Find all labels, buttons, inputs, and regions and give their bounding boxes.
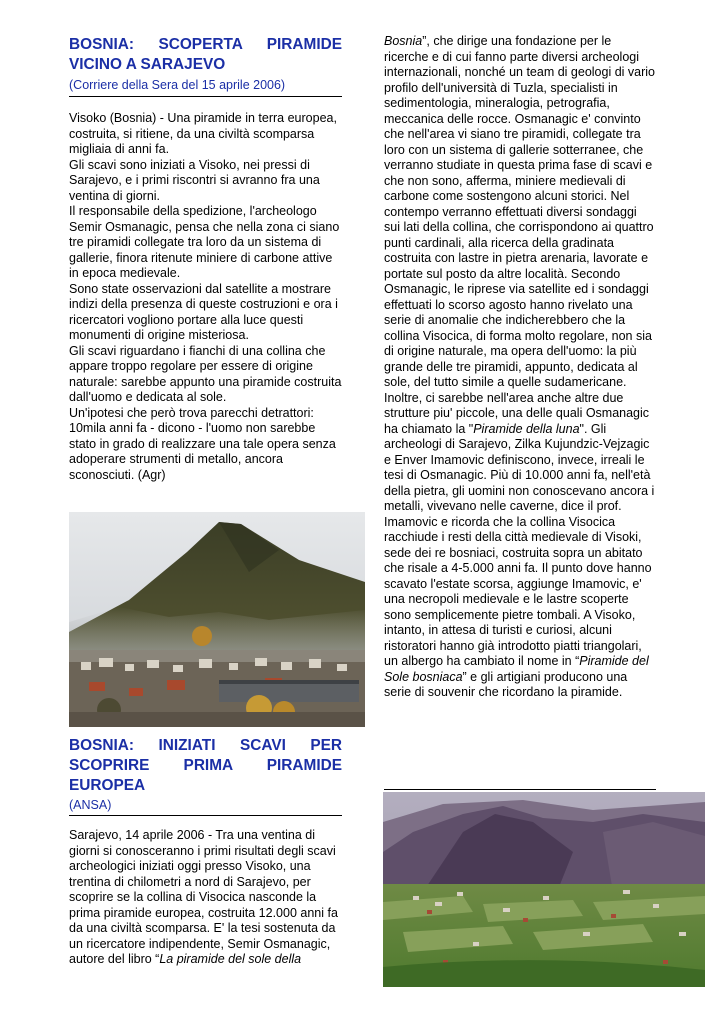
article2-title-line1: BOSNIA: INIZIATI SCAVI PER: [69, 737, 342, 754]
article2-book-title: La piramide del sole della: [159, 952, 302, 966]
article1-paragraph: Visoko (Bosnia) - Una piramide in terra europea, costruita, si ritiene, da una civiltà scomparsa migliaia di anni fa.: [69, 111, 337, 156]
article2-book-title-end: Bosnia: [384, 34, 423, 48]
article2-header: [69, 736, 342, 816]
article1-paragraph: Un'ipotesi che però trova parecchi detrattori: 10mila anni fa - dicono - l'uomo non sarebbe stato in grado di realizzare una tale opera senza adoperare strumenti di metallo, ancora sconosciuti. (Agr): [69, 405, 336, 482]
article2-intro-text: Sarajevo, 14 aprile 2006 - Tra una ventina di giorni si conosceranno i primi risultati degli scavi archeologici iniziati oggi presso Visoko, una trentina di chilometri a nord di Sarajevo, per scoprire se la collina di Visocica nasconde la prima piramide europea, costruita 12.000 anni fa da una civiltà scomparsa. E' la tesi sostenuta da un ricercatore indipendente, Semir Osmanagic, autore del libro “: [69, 828, 338, 966]
article2-title-line2: SCOPRIRE PRIMA PIRAMIDE: [69, 757, 342, 774]
article1-paragraph: Gli scavi riguardano i fianchi di una collina che appare troppo regolare per essere di origine naturale: sarebbe appunto una piramide costruita dall'uomo e dedicata al sole.: [69, 343, 342, 404]
article2-rule: [69, 815, 342, 816]
right-photo-rule: [384, 789, 656, 790]
article2-intro: [69, 828, 342, 968]
visoko-pyramid-photo: [69, 512, 365, 727]
article2-hotel-name: Piramide del Sole bosniaca: [384, 654, 649, 684]
article1-paragraph: Il responsabile della spedizione, l'archeologo Semir Osmanagic, pensa che nella zona ci siano tre piramidi collegate tra loro da un sistema di gallerie, finora ritenute miniere di carbone attive in epoca medievale.: [69, 204, 340, 280]
article1-title-line2: VICINO A SARAJEVO: [69, 56, 226, 73]
article2-cont-text: ” e gli artigiani producono una serie di souvenir che ricordano la piramide.: [384, 669, 628, 699]
article2-moon-pyramid: Piramide della luna: [473, 421, 580, 436]
article1-header: [69, 35, 342, 97]
article1-body: [69, 111, 342, 483]
article2-title-line3: EUROPEA: [69, 777, 146, 794]
article1-title-line1: BOSNIA: SCOPERTA PIRAMIDE: [69, 36, 342, 53]
article1-rule: [69, 96, 342, 97]
article2-cont-text: ”, che dirige una fondazione per le ricerche e di cui fanno parte diversi archeologi internazionali, nonché un team di geologi di vario profilo dell'università di Tuzla, specialisti in sedimentologia, mineralogia, petrografia, meccanica delle rocce. Osmanagic e' convinto che nell'area vi siano tre piramidi, collegate tra loro con un sistema di gallerie sotterranee, che verranno studiate in questa prima fase di scavi e che non sono, afferma, miniere medievali di carbone come sostengono alcuni storici. Nel contempo verranno effettuati diversi sondaggi sui lati della collina, che corrispondono ai quattro punti cardinali, alla ricerca della gradinata costruita con lastre in pietra arenaria, lavorate e portate sul posto da altre località. Secondo Osmanagic, le riprese via satellite ed i sondaggi effettuati lo scorso agosto hanno rivelato una serie di anomalie che indicherebbero che la collina Visocica, di forma molto regolare, non sia di origine naturale, ma opera dell'uomo: la più grande delle tre piramidi, appunto, dedicata al sole, del tutto simile a quelle sudamericane. Inoltre, ci sarebbe nell'area anche altre due strutture piu' piccole, una delle quali Osmanagic ha chiamato la ": [384, 34, 656, 436]
article2-continuation: [384, 34, 656, 701]
article1-paragraph: Sono state osservazioni dal satellite a mostrare indizi della presenza di queste costruzioni e ora i ricercatori vogliono portare alla luce questi monumenti di origine misteriosa.: [69, 281, 338, 342]
article1-paragraph: Gli scavi sono iniziati a Visoko, nei pressi di Sarajevo, e i primi riscontri si avranno fra una ventina di giorni.: [69, 157, 320, 203]
article1-source: (Corriere della Sera del 15 aprile 2006): [69, 78, 286, 92]
valley-aerial-photo: [383, 792, 705, 987]
article2-cont-text: ". Gli archeologi di Sarajevo, Zilka Kujundzic-Vejzagic e Enver Imamovic definiscono, invece, irreali le tesi di Osmanagic. Più di 10.000 anni fa, nell'età della pietra, gli uomini non conoscevano ancora i metalli, vivevano nelle caverne, dice il prof. Imamovic e ricorda che la collina Visocica racchiude i resti della città medievale di Visoki, sede dei re bosniaci, costruita sopra un abitato che risale a 4-5.000 anni fa. Il punto dove hanno scavato l'estate scorsa, aggiunge Imamovic, e' una necropoli medievale e le lastre scoperte sono semplicemente pietre tombali. A Visoko, intanto, in attesa di turisti e curiosi, alcuni ristoratori hanno già introdotto piatti triangolari, un albergo ha cambiato il nome in “: [384, 421, 655, 668]
article2-source: (ANSA): [69, 798, 112, 812]
